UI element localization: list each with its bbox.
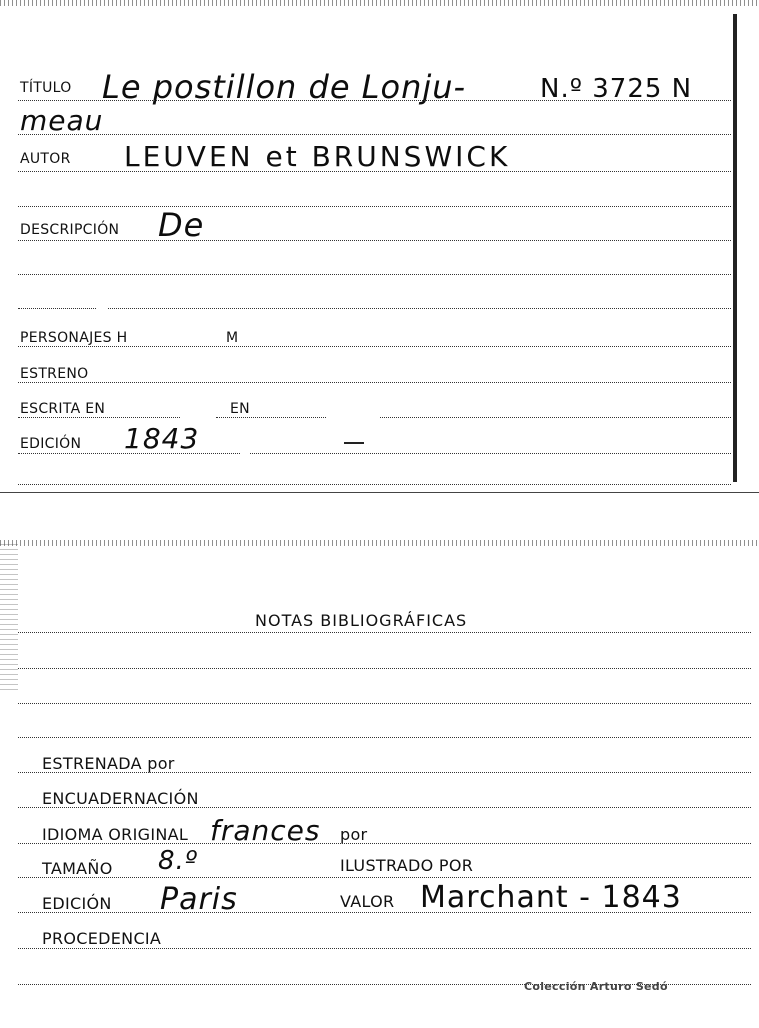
titulo-line-2 [18,134,731,135]
escrita-en-label: ESCRITA EN [20,401,106,417]
encuadernacion-line [18,807,751,808]
encuadernacion-label: ENCUADERNACIÓN [42,789,199,808]
notas-line-3 [18,703,751,704]
procedencia-label: PROCEDENCIA [42,929,162,948]
descripcion-line-3a [18,308,96,309]
personajes-line [18,346,731,347]
estrenada-line [18,772,751,773]
escrita-line-a [18,417,180,418]
edicion-value-back: Paris [160,882,238,917]
estreno-line [18,382,731,383]
procedencia-line [18,948,751,949]
autor-value: LEUVEN et BRUNSWICK [124,140,511,173]
escrita-line-b [216,417,326,418]
en-label: EN [230,401,250,417]
tamano-label: TAMAÑO [42,859,113,878]
notas-heading: NOTAS BIBLIOGRÁFICAS [255,611,468,630]
tamano-value: 8.º [158,846,199,876]
card-top-edge [0,0,759,6]
titulo-value-line2: meau [20,104,104,137]
idioma-value: frances [210,814,321,847]
autor-line-2 [18,206,731,207]
valor-label: VALOR [340,892,395,911]
edicion-label-front: EDICIÓN [20,436,82,452]
card-left-edge-back [0,540,18,690]
escrita-line-c [380,417,731,418]
descripcion-line-3b [108,308,731,309]
tamano-line [18,877,751,878]
valor-value: Marchant - 1843 [420,880,682,915]
personajes-h-label: PERSONAJES H [20,330,128,346]
edicion-value-front: 1843 [124,422,200,455]
card-top-edge-back [0,540,759,546]
idioma-line [18,843,751,844]
por-label: por [340,825,368,844]
autor-label: AUTOR [20,151,71,167]
notas-line-1 [18,632,751,633]
descripcion-label: DESCRIPCIÓN [20,222,120,238]
numero-value: N.º 3725 N [540,74,693,104]
catalog-card-back [0,540,759,1028]
titulo-line [18,100,731,101]
descripcion-line [18,240,731,241]
edicion-line-b [250,453,731,454]
titulo-label: TÍTULO [20,80,72,96]
estreno-label: ESTRENO [20,366,89,382]
autor-line [18,171,731,172]
edicion-line-back [18,912,751,913]
notas-line-4 [18,737,751,738]
descripcion-value: De [158,206,205,244]
bottom-line [18,484,731,485]
notas-line-2 [18,668,751,669]
collection-credit: Colección Arturo Sedó [524,980,668,993]
catalog-card-front [0,0,759,493]
ilustrado-label: ILUSTRADO POR [340,856,474,875]
personajes-m-label: M [226,330,239,346]
descripcion-line-2 [18,274,731,275]
stray-mark [344,442,364,444]
estrenada-label: ESTRENADA por [42,754,175,773]
card-right-edge [733,14,737,482]
edicion-label-back: EDICIÓN [42,894,112,913]
idioma-label: IDIOMA ORIGINAL [42,825,189,844]
titulo-value-line1: Le postillon de Lonju- [102,68,467,106]
edicion-line-a [18,453,240,454]
